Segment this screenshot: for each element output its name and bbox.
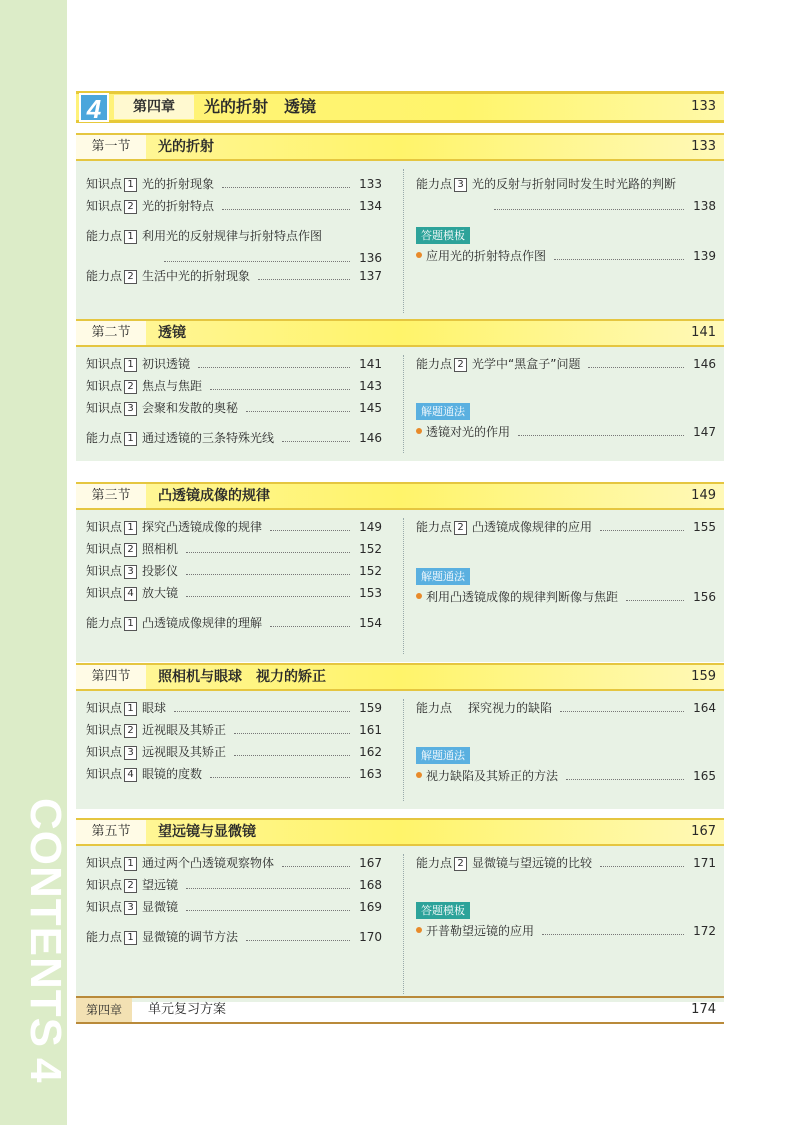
leader-dots [246,940,350,941]
entry-page: 149 [359,520,382,534]
column-divider [403,355,404,453]
leader-dots [518,435,684,436]
review-label: 第四章 [76,998,132,1022]
toc-entry[interactable] [86,518,382,536]
entry-number-box: 3 [124,901,137,915]
entry-number-box: 1 [124,931,137,945]
toc-entry[interactable] [86,355,382,373]
leader-dots [600,530,684,531]
toc-entry[interactable] [86,854,382,872]
entry-page: 165 [693,769,716,783]
toc-entry[interactable] [86,765,382,783]
entry-title: 生活中光的折射现象 [142,269,251,283]
entry-title: 投影仪 [142,564,179,578]
toc-entry[interactable] [416,767,716,785]
entry-title: 开普勒望远镜的应用 [426,924,535,938]
toc-entry[interactable] [86,876,382,894]
toc-entry[interactable] [86,743,382,761]
entry-page: 167 [359,856,382,870]
entry-title: 会聚和发散的奥秘 [142,401,239,415]
entry-kind: 知识点 [86,564,123,578]
entry-kind: 知识点 [86,767,123,781]
entry-page: 152 [359,564,382,578]
toc-entry[interactable] [86,584,382,602]
entry-number-box: 2 [454,358,467,372]
bullet-icon [416,252,422,258]
toc-entry[interactable] [416,518,716,536]
entry-page: 139 [693,249,716,263]
leader-dots [186,596,350,597]
section-header[interactable] [76,133,724,161]
toc-entry[interactable] [86,227,382,267]
section-header[interactable] [76,482,724,510]
toc-section [76,663,724,809]
toc-entry[interactable] [86,377,382,395]
entry-page: 146 [359,431,382,445]
toc-entry[interactable] [416,175,716,215]
toc-section [76,319,724,461]
leader-dots [174,711,350,712]
entry-page: 147 [693,425,716,439]
entry-number-box: 2 [124,200,137,214]
leader-dots [542,934,684,935]
method-tag: 解题通法 [416,568,470,585]
toc-entry[interactable] [416,247,716,265]
entry-title: 利用光的反射规律与折射特点作图 [142,229,323,243]
entry-number-box: 4 [124,768,137,782]
leader-dots [246,411,350,412]
entry-page: 143 [359,379,382,393]
chapter-title: 光的折射 透镜 [204,97,317,116]
entry-page: 162 [359,745,382,759]
entry-number-box: 2 [124,879,137,893]
toc-entry[interactable] [86,267,382,285]
leader-dots [258,279,350,280]
column-divider [403,169,404,313]
leader-dots [566,779,684,780]
entry-number-box: 3 [124,402,137,416]
method-tag: 答题模板 [416,902,470,919]
leader-dots [234,755,350,756]
toc-section [76,133,724,321]
entry-title: 利用凸透镜成像的规律判断像与焦距 [426,590,619,604]
toc-entry[interactable] [86,699,382,717]
entry-page: 163 [359,767,382,781]
entry-number-box: 2 [454,857,467,871]
entry-kind: 能力点 [416,357,453,371]
leader-dots [186,574,350,575]
entry-title: 透镜对光的作用 [426,425,511,439]
column-divider [403,854,404,994]
leader-dots [186,910,350,911]
entry-kind: 能力点 [86,431,123,445]
section-title: 凸透镜成像的规律 [158,488,270,504]
entry-title: 初识透镜 [142,357,191,371]
entry-kind: 知识点 [86,401,123,415]
entry-number-box: 1 [124,617,137,631]
section-body [76,161,724,321]
method-tag: 解题通法 [416,747,470,764]
entry-kind: 能力点 [416,701,453,715]
entry-page: 133 [359,177,382,191]
bullet-icon [416,428,422,434]
entry-title: 光的折射特点 [142,199,215,213]
entry-title: 放大镜 [142,586,179,600]
entry-number-box: 4 [124,587,137,601]
column-divider [403,699,404,801]
leader-dots [222,187,350,188]
entry-title: 显微镜与望远镜的比较 [472,856,593,870]
entry-kind: 能力点 [86,616,123,630]
section-title: 望远镜与显微镜 [158,824,256,840]
leader-dots [494,209,684,210]
section-body [76,846,724,1002]
entry-title: 显微镜 [142,900,179,914]
toc-entry[interactable] [86,721,382,739]
entry-title: 眼镜的度数 [142,767,203,781]
bullet-icon [416,593,422,599]
entry-kind: 知识点 [86,878,123,892]
entry-number-box: 2 [124,543,137,557]
entry-page: 172 [693,924,716,938]
entry-page: 146 [693,357,716,371]
column-divider [403,518,404,654]
leader-dots [270,626,350,627]
section-page: 159 [691,669,716,684]
leader-dots [282,866,350,867]
entry-title: 凸透镜成像规律的应用 [472,520,593,534]
entry-page: 152 [359,542,382,556]
entry-kind: 知识点 [86,199,123,213]
entry-title: 光学中“黑盒子”问题 [472,357,581,371]
entry-kind: 知识点 [86,856,123,870]
toc-entry[interactable] [86,540,382,558]
toc-entry[interactable] [416,588,716,606]
entry-title: 视力缺陷及其矫正的方法 [426,769,559,783]
chapter-number-badge: 4 [79,93,109,122]
entry-kind: 知识点 [86,520,123,534]
toc-entry[interactable] [86,928,382,946]
entry-kind: 知识点 [86,745,123,759]
entry-page: 138 [693,199,716,213]
entry-page: 159 [359,701,382,715]
side-contents-label: CONTENTS4 [21,798,70,1084]
leader-dots [554,259,684,260]
toc-entry[interactable] [416,423,716,441]
entry-number-box: 2 [124,724,137,738]
section-label: 第三节 [76,484,146,508]
entry-kind: 能力点 [416,520,453,534]
entry-title: 显微镜的调节方法 [142,930,239,944]
entry-title: 探究视力的缺陷 [468,701,553,715]
section-title: 光的折射 [158,139,214,155]
entry-title: 远视眼及其矫正 [142,745,227,759]
entry-page: 161 [359,723,382,737]
method-tag: 答题模板 [416,227,470,244]
entry-page: 164 [693,701,716,715]
section-label: 第一节 [76,135,146,159]
leader-dots [198,367,350,368]
leader-dots [222,209,350,210]
section-body [76,691,724,809]
method-tag: 解题通法 [416,403,470,420]
toc-section [76,818,724,1002]
entry-kind: 知识点 [86,701,123,715]
section-page: 141 [691,325,716,340]
bullet-icon [416,772,422,778]
leader-dots [186,888,350,889]
section-title: 透镜 [158,325,186,341]
leader-dots [600,866,684,867]
entry-number-box: 1 [124,358,137,372]
section-body [76,510,724,662]
leader-dots [210,389,350,390]
leader-dots [234,733,350,734]
entry-page: 168 [359,878,382,892]
entry-title: 通过两个凸透镜观察物体 [142,856,275,870]
entry-title: 光的反射与折射同时发生时光路的判断 [472,177,677,191]
entry-number-box: 1 [124,857,137,871]
entry-number-box: 1 [124,230,137,244]
entry-title: 近视眼及其矫正 [142,723,227,737]
entry-kind: 知识点 [86,542,123,556]
chapter-page: 133 [691,99,716,114]
entry-page: 170 [359,930,382,944]
entry-kind: 知识点 [86,379,123,393]
entry-page: 145 [359,401,382,415]
section-title: 照相机与眼球 视力的矫正 [158,669,326,685]
entry-kind: 知识点 [86,177,123,191]
entry-page: 156 [693,590,716,604]
leader-dots [210,777,350,778]
entry-kind: 知识点 [86,586,123,600]
entry-title: 应用光的折射特点作图 [426,249,547,263]
toc-entry[interactable] [86,175,382,193]
entry-page: 136 [359,251,382,265]
toc-section [76,482,724,662]
toc-entry[interactable] [86,399,382,417]
entry-number-box: 3 [124,565,137,579]
section-label: 第二节 [76,321,146,345]
section-page: 149 [691,488,716,503]
leader-dots [186,552,350,553]
entry-kind: 能力点 [416,177,453,191]
entry-kind: 知识点 [86,357,123,371]
section-body [76,347,724,461]
section-page: 167 [691,824,716,839]
section-header[interactable] [76,818,724,846]
toc-entry[interactable] [86,614,382,632]
entry-number-box: 2 [124,270,137,284]
chapter-header[interactable] [76,91,724,123]
entry-title: 光的折射现象 [142,177,215,191]
section-header[interactable] [76,663,724,691]
entry-page: 153 [359,586,382,600]
entry-title: 通过透镜的三条特殊光线 [142,431,275,445]
toc-entry[interactable] [86,197,382,215]
entry-title: 望远镜 [142,878,179,892]
leader-dots [588,367,684,368]
entry-page: 154 [359,616,382,630]
leader-dots [282,441,350,442]
toc-entry[interactable] [416,699,716,717]
toc-entry[interactable] [416,922,716,940]
leader-dots [164,261,350,262]
entry-page: 137 [359,269,382,283]
toc-entry[interactable] [86,429,382,447]
entry-number-box: 1 [124,178,137,192]
toc-entry[interactable] [416,355,716,373]
entry-title: 探究凸透镜成像的规律 [142,520,263,534]
unit-review-row[interactable] [76,996,724,1024]
leader-dots [626,600,684,601]
toc-entry[interactable] [416,854,716,872]
leader-dots [270,530,350,531]
toc-entry[interactable] [86,562,382,580]
entry-title: 眼球 [142,701,167,715]
entry-number-box: 2 [124,380,137,394]
entry-page: 134 [359,199,382,213]
entry-page: 155 [693,520,716,534]
section-page: 133 [691,139,716,154]
entry-number-box: 1 [124,521,137,535]
entry-page: 171 [693,856,716,870]
section-label: 第五节 [76,820,146,844]
entry-title: 凸透镜成像规律的理解 [142,616,263,630]
section-header[interactable] [76,319,724,347]
section-label: 第四节 [76,665,146,689]
entry-number-box: 2 [454,521,467,535]
entry-number-box: 1 [124,702,137,716]
review-title: 单元复习方案 [148,1002,227,1017]
entry-kind: 能力点 [86,269,123,283]
toc-entry[interactable] [86,898,382,916]
bullet-icon [416,927,422,933]
review-page: 174 [691,1002,716,1017]
entry-page: 141 [359,357,382,371]
entry-page: 169 [359,900,382,914]
entry-number-box: 3 [124,746,137,760]
entry-kind: 知识点 [86,723,123,737]
entry-title: 照相机 [142,542,179,556]
entry-number-box: 1 [124,432,137,446]
leader-dots [560,711,684,712]
chapter-label: 第四章 [114,95,194,119]
entry-kind: 能力点 [86,229,123,243]
entry-kind: 能力点 [86,930,123,944]
entry-kind: 能力点 [416,856,453,870]
entry-kind: 知识点 [86,900,123,914]
entry-number-box: 3 [454,178,467,192]
entry-title: 焦点与焦距 [142,379,203,393]
